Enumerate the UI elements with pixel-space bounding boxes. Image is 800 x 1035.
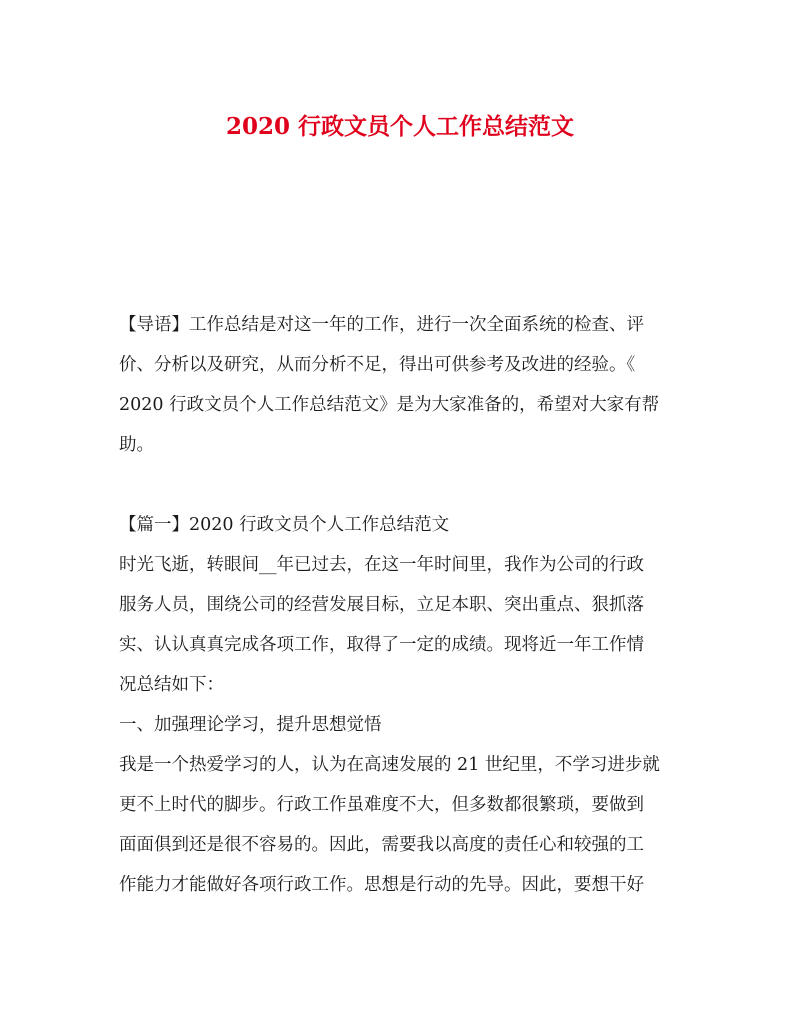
body-line: 面面俱到还是很不容易的。因此，需要我以高度的责任心和较强的工 [119,835,644,855]
intro-paragraph [119,305,679,465]
body-line: 我是一个热爱学习的人，认为在高速发展的 21 世纪里，不学习进步就 [119,755,660,775]
intro-line: 2020 行政文员个人工作总结范文》是为大家准备的，希望对大家有帮 [119,395,660,415]
body-line: 时光飞逝，转眼间__年已过去，在这一年时间里，我作为公司的行政 [119,555,644,575]
chapter-heading-text: 【篇一】2020 行政文员个人工作总结范文 [119,515,450,535]
body-line: 况总结如下： [119,675,224,695]
body-line: 服务人员，围绕公司的经营发展目标，立足本职、突出重点、狠抓落 [119,595,644,615]
chapter-body [119,545,679,905]
intro-line: 【导语】工作总结是对这一年的工作，进行一次全面系统的检查、评 [119,315,644,335]
intro-line: 助。 [119,435,154,455]
chapter-heading [119,505,679,545]
section-heading: 一、加强理论学习，提升思想觉悟 [119,715,382,735]
body-line: 实、认认真真完成各项工作，取得了一定的成绩。现将近一年工作情 [119,635,644,655]
body-line: 作能力才能做好各项行政工作。思想是行动的先导。因此，要想干好 [119,875,644,895]
body-line: 更不上时代的脚步。行政工作虽难度不大，但多数都很繁琐，要做到 [119,795,644,815]
intro-line: 价、分析以及研究，从而分析不足，得出可供参考及改进的经验。《 [119,355,636,375]
document-title: 2020 行政文员个人工作总结范文 [225,113,575,140]
